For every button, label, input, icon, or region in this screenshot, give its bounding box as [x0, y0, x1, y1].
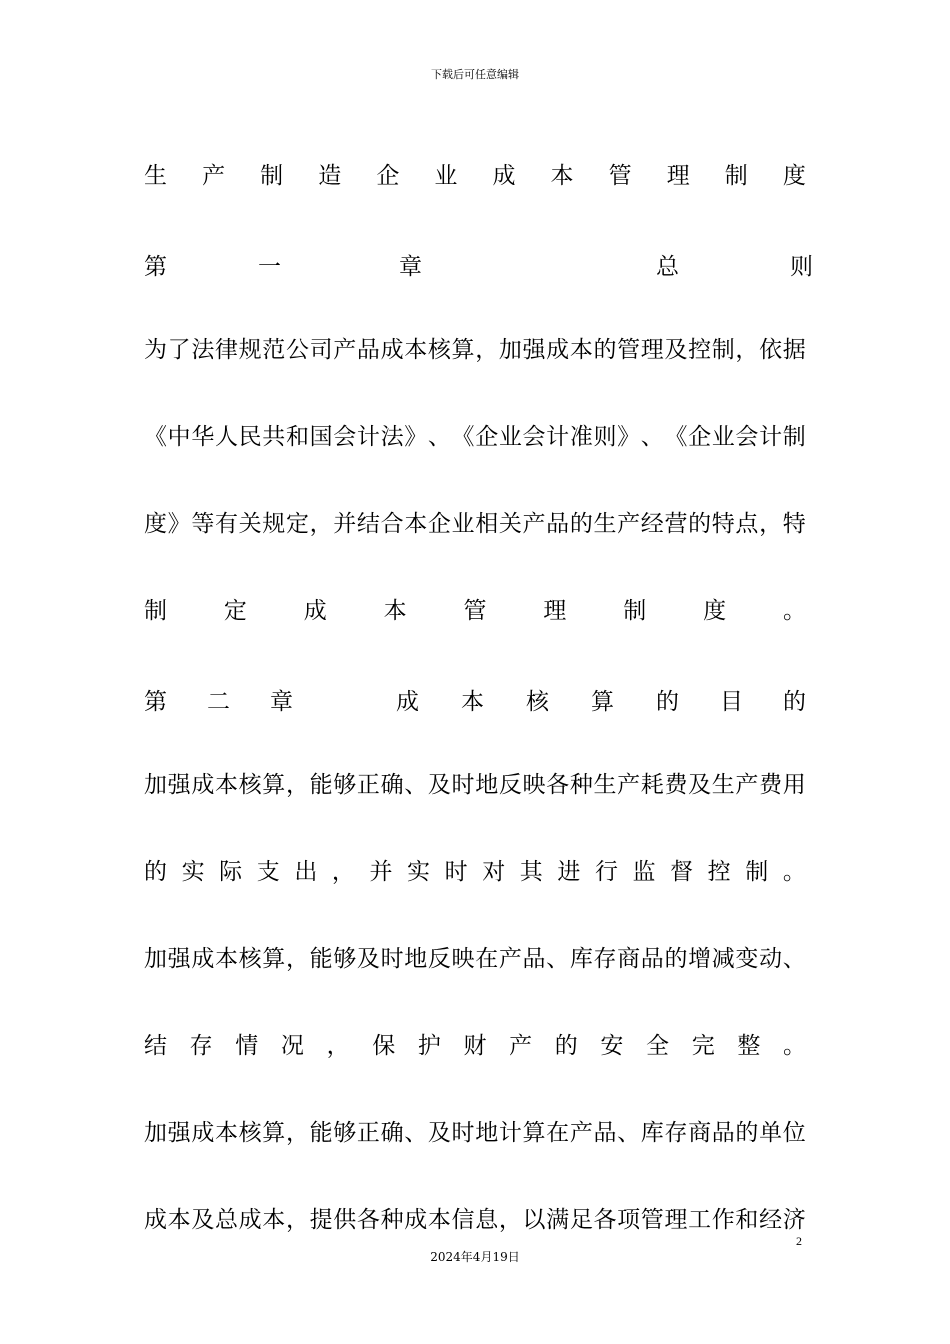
glyph: 在 — [546, 1120, 570, 1146]
glyph: 产 — [735, 772, 759, 798]
glyph: 实 — [407, 859, 431, 885]
glyph: 核 — [238, 946, 262, 972]
glyph: 商 — [617, 946, 641, 972]
glyph: 地 — [404, 946, 428, 972]
glyph: 品 — [593, 1120, 617, 1146]
glyph: ， — [285, 772, 309, 798]
glyph: 费 — [664, 772, 688, 798]
glyph: 际 — [219, 859, 243, 885]
glyph: 的 — [144, 859, 167, 885]
glyph: 章 — [270, 689, 293, 715]
glyph: 《 — [144, 424, 167, 450]
glyph: 成 — [492, 163, 516, 189]
glyph: 《 — [664, 424, 688, 450]
chapter-heading-2 — [144, 652, 806, 739]
paragraph-line — [144, 1087, 806, 1174]
glyph: 映 — [451, 946, 475, 972]
glyph: 进 — [557, 859, 581, 885]
glyph: 制 — [623, 598, 647, 624]
glyph: 依 — [759, 337, 783, 363]
glyph: 各 — [356, 1207, 380, 1233]
document-title — [144, 130, 806, 217]
glyph: 映 — [522, 772, 546, 798]
glyph: 本 — [167, 1207, 191, 1233]
glyph: 成 — [404, 1207, 428, 1233]
glyph: 理 — [664, 1207, 688, 1233]
glyph: 点 — [735, 511, 759, 537]
glyph: 耗 — [640, 772, 664, 798]
glyph: 、 — [404, 1120, 428, 1146]
glyph: 国 — [309, 424, 333, 450]
glyph: 度 — [703, 598, 727, 624]
glyph: 时 — [444, 859, 468, 885]
glyph: 位 — [782, 1120, 806, 1146]
glyph: 》 — [617, 424, 641, 450]
glyph: 算 — [591, 689, 614, 715]
glyph: 的 — [664, 946, 688, 972]
glyph: 存 — [664, 1120, 688, 1146]
glyph: 关 — [238, 511, 262, 537]
glyph: 存 — [189, 1033, 213, 1059]
glyph: 足 — [569, 1207, 593, 1233]
glyph: 经 — [759, 1207, 783, 1233]
glyph: 息 — [475, 1207, 499, 1233]
glyph: 产 — [202, 163, 226, 189]
glyph: 章 — [399, 254, 422, 280]
glyph: 存 — [593, 946, 617, 972]
glyph: 结 — [356, 511, 380, 537]
glyph: 护 — [417, 1033, 441, 1059]
glyph: 安 — [600, 1033, 624, 1059]
glyph: 变 — [735, 946, 759, 972]
glyph: 管 — [640, 1207, 664, 1233]
glyph: 计 — [356, 424, 380, 450]
glyph: 第 — [144, 254, 167, 280]
glyph: 工 — [688, 1207, 712, 1233]
glyph: 本 — [262, 1207, 286, 1233]
glyph: 本 — [461, 689, 484, 715]
glyph: 确 — [380, 772, 404, 798]
glyph: 会 — [522, 424, 546, 450]
glyph: 一 — [258, 254, 281, 280]
glyph: 成 — [238, 1207, 262, 1233]
glyph: 制 — [260, 163, 284, 189]
glyph: 算 — [262, 1120, 286, 1146]
glyph: 满 — [546, 1207, 570, 1233]
glyph: 及 — [427, 1120, 451, 1146]
glyph: 对 — [482, 859, 506, 885]
glyph: 核 — [526, 689, 549, 715]
glyph: 总 — [214, 1207, 238, 1233]
page-number: 2 — [796, 1234, 802, 1248]
glyph: 成 — [546, 337, 570, 363]
glyph: 定 — [223, 598, 247, 624]
glyph: 华 — [191, 424, 215, 450]
glyph: 增 — [688, 946, 712, 972]
glyph: 加 — [144, 946, 167, 972]
glyph: 完 — [691, 1033, 715, 1059]
glyph: 单 — [759, 1120, 783, 1146]
paragraph-line — [144, 391, 806, 478]
glyph: 管 — [463, 598, 487, 624]
glyph: 规 — [238, 337, 262, 363]
glyph: 监 — [632, 859, 656, 885]
glyph: 相 — [475, 511, 499, 537]
glyph: 本 — [214, 1120, 238, 1146]
glyph: 、 — [782, 946, 806, 972]
glyph: 库 — [640, 1120, 664, 1146]
glyph: 整 — [737, 1033, 761, 1059]
glyph: 计 — [546, 424, 570, 450]
glyph: 正 — [356, 772, 380, 798]
glyph: 够 — [333, 1120, 357, 1146]
glyph: 成 — [191, 946, 215, 972]
glyph: 全 — [646, 1033, 670, 1059]
glyph: ， — [285, 946, 309, 972]
glyph: 品 — [522, 946, 546, 972]
glyph: 费 — [759, 772, 783, 798]
glyph: 产 — [509, 1033, 533, 1059]
glyph: 控 — [707, 859, 731, 885]
glyph: 。 — [782, 1033, 806, 1059]
glyph: 中 — [167, 424, 191, 450]
glyph: 本 — [404, 511, 428, 537]
glyph: 加 — [144, 772, 167, 798]
glyph: 理 — [666, 163, 690, 189]
glyph: 有 — [214, 511, 238, 537]
glyph: 为 — [144, 337, 167, 363]
glyph: 本 — [383, 598, 407, 624]
glyph: 够 — [333, 772, 357, 798]
glyph: 第 — [144, 689, 167, 715]
glyph: 的 — [688, 511, 712, 537]
glyph: 并 — [369, 859, 393, 885]
glyph: 业 — [711, 424, 735, 450]
glyph: 能 — [309, 946, 333, 972]
glyph: 二 — [207, 689, 230, 715]
glyph: 则 — [593, 424, 617, 450]
glyph: 规 — [262, 511, 286, 537]
glyph: 能 — [309, 772, 333, 798]
glyph: 督 — [670, 859, 694, 885]
glyph: 核 — [238, 1120, 262, 1146]
glyph: 。 — [782, 859, 806, 885]
glyph: 反 — [498, 772, 522, 798]
page-header: 下载后可任意编辑 — [431, 68, 519, 81]
glyph: 度 — [782, 163, 806, 189]
glyph: 》 — [167, 511, 191, 537]
glyph: 财 — [463, 1033, 487, 1059]
glyph: 各 — [546, 772, 570, 798]
paragraph-line — [144, 739, 806, 826]
glyph: 生 — [593, 772, 617, 798]
glyph: 行 — [594, 859, 618, 885]
glyph: 种 — [569, 772, 593, 798]
glyph: 业 — [498, 424, 522, 450]
glyph: 况 — [280, 1033, 304, 1059]
paragraph-line — [144, 913, 806, 1000]
glyph: 成 — [191, 772, 215, 798]
glyph: 用 — [782, 772, 806, 798]
glyph: ， — [331, 859, 355, 885]
glyph: 本 — [427, 1207, 451, 1233]
glyph: 合 — [380, 511, 404, 537]
glyph: 各 — [593, 1207, 617, 1233]
glyph: 产 — [617, 772, 641, 798]
glyph: 、 — [546, 946, 570, 972]
paragraph-line — [144, 826, 806, 913]
glyph: 及 — [191, 1207, 215, 1233]
glyph: 制 — [745, 859, 769, 885]
glyph: 产 — [617, 511, 641, 537]
glyph: 加 — [144, 1120, 167, 1146]
glyph: 、 — [640, 424, 664, 450]
glyph: 动 — [759, 946, 783, 972]
glyph: 结 — [144, 1033, 167, 1059]
glyph: 算 — [262, 946, 286, 972]
glyph: 及 — [664, 337, 688, 363]
glyph: 会 — [735, 424, 759, 450]
glyph: 品 — [640, 946, 664, 972]
glyph: 、 — [404, 772, 428, 798]
glyph: 确 — [380, 1120, 404, 1146]
glyph: 产 — [498, 946, 522, 972]
paragraph-line — [144, 1000, 806, 1087]
glyph: 关 — [498, 511, 522, 537]
glyph: 定 — [285, 511, 309, 537]
glyph: 计 — [498, 1120, 522, 1146]
glyph: ， — [498, 1207, 522, 1233]
glyph: 、 — [617, 1120, 641, 1146]
glyph: 企 — [376, 163, 400, 189]
footer-date: 2024年4月19日 — [430, 1250, 520, 1264]
glyph: ， — [285, 1207, 309, 1233]
glyph: ， — [326, 1033, 350, 1059]
glyph: 加 — [498, 337, 522, 363]
glyph: 经 — [640, 511, 664, 537]
glyph: 制 — [782, 424, 806, 450]
glyph: 强 — [522, 337, 546, 363]
glyph: 理 — [640, 337, 664, 363]
glyph: 本 — [214, 946, 238, 972]
glyph: 管 — [617, 337, 641, 363]
glyph: 种 — [380, 1207, 404, 1233]
glyph: 商 — [688, 1120, 712, 1146]
glyph: 民 — [238, 424, 262, 450]
glyph: 出 — [294, 859, 318, 885]
document-body — [144, 130, 813, 1261]
glyph: 范 — [262, 337, 286, 363]
glyph: 强 — [167, 946, 191, 972]
glyph: 特 — [782, 511, 806, 537]
glyph: 度 — [144, 511, 167, 537]
glyph: 作 — [711, 1207, 735, 1233]
glyph: 企 — [475, 424, 499, 450]
glyph: 律 — [214, 337, 238, 363]
glyph: 和 — [285, 424, 309, 450]
glyph: 成 — [380, 337, 404, 363]
glyph: 本 — [550, 163, 574, 189]
glyph: 的 — [554, 1033, 578, 1059]
glyph: 共 — [262, 424, 286, 450]
glyph: 产 — [333, 337, 357, 363]
glyph: 强 — [167, 772, 191, 798]
glyph: 算 — [262, 772, 286, 798]
glyph: 支 — [256, 859, 280, 885]
glyph: 总 — [656, 254, 679, 280]
glyph: 产 — [522, 511, 546, 537]
glyph: 成 — [303, 598, 327, 624]
paragraph-line — [144, 478, 806, 565]
glyph: 法 — [191, 337, 215, 363]
glyph: 业 — [434, 163, 458, 189]
glyph: 企 — [427, 511, 451, 537]
glyph: 本 — [214, 772, 238, 798]
glyph: 、 — [427, 424, 451, 450]
glyph: 其 — [519, 859, 543, 885]
glyph: 的 — [656, 689, 679, 715]
glyph: 制 — [144, 598, 167, 624]
glyph: 的 — [783, 689, 806, 715]
glyph: 生 — [144, 163, 167, 189]
glyph: 企 — [688, 424, 712, 450]
glyph: 制 — [711, 337, 735, 363]
glyph: 和 — [735, 1207, 759, 1233]
glyph: 法 — [380, 424, 404, 450]
glyph: 在 — [475, 946, 499, 972]
glyph: 减 — [711, 946, 735, 972]
glyph: 营 — [664, 511, 688, 537]
glyph: 生 — [593, 511, 617, 537]
glyph: 计 — [759, 424, 783, 450]
glyph: 会 — [333, 424, 357, 450]
glyph: 成 — [191, 1120, 215, 1146]
glyph: 了 — [167, 337, 191, 363]
glyph: 品 — [356, 337, 380, 363]
glyph: 时 — [451, 1120, 475, 1146]
glyph: 算 — [522, 1120, 546, 1146]
glyph: 控 — [688, 337, 712, 363]
paragraph-line — [144, 565, 806, 652]
glyph: 济 — [782, 1207, 806, 1233]
glyph: 的 — [735, 1120, 759, 1146]
glyph: 核 — [238, 772, 262, 798]
chapter-heading-1 — [144, 217, 813, 304]
glyph: 人 — [214, 424, 238, 450]
glyph: 强 — [167, 1120, 191, 1146]
glyph: 理 — [543, 598, 567, 624]
glyph: 制 — [724, 163, 748, 189]
glyph: 项 — [617, 1207, 641, 1233]
glyph: 信 — [451, 1207, 475, 1233]
glyph: 时 — [380, 946, 404, 972]
glyph: 保 — [372, 1033, 396, 1059]
glyph: 地 — [475, 1120, 499, 1146]
glyph: 目 — [720, 689, 743, 715]
glyph: 本 — [404, 337, 428, 363]
glyph: ， — [309, 511, 333, 537]
glyph: 司 — [309, 337, 333, 363]
glyph: 实 — [181, 859, 205, 885]
glyph: 公 — [285, 337, 309, 363]
glyph: 等 — [191, 511, 215, 537]
glyph: 品 — [546, 511, 570, 537]
glyph: 造 — [318, 163, 342, 189]
glyph: 产 — [569, 1120, 593, 1146]
glyph: 反 — [427, 946, 451, 972]
glyph: 及 — [356, 946, 380, 972]
glyph: 核 — [427, 337, 451, 363]
glyph: 以 — [522, 1207, 546, 1233]
glyph: 本 — [569, 337, 593, 363]
glyph: 并 — [333, 511, 357, 537]
glyph: 则 — [790, 254, 813, 280]
glyph: 。 — [783, 598, 806, 624]
glyph: 管 — [608, 163, 632, 189]
glyph: 成 — [396, 689, 419, 715]
paragraph-line — [144, 304, 806, 391]
glyph: 》 — [404, 424, 428, 450]
glyph: ， — [475, 337, 499, 363]
glyph: 能 — [309, 1120, 333, 1146]
glyph: 供 — [333, 1207, 357, 1233]
glyph: 《 — [451, 424, 475, 450]
glyph: 品 — [711, 1120, 735, 1146]
glyph: 的 — [593, 337, 617, 363]
glyph: 正 — [356, 1120, 380, 1146]
glyph: 生 — [711, 772, 735, 798]
glyph: ， — [285, 1120, 309, 1146]
glyph: 够 — [333, 946, 357, 972]
glyph: 的 — [569, 511, 593, 537]
glyph: ， — [735, 337, 759, 363]
glyph: 成 — [144, 1207, 167, 1233]
glyph: 及 — [688, 772, 712, 798]
glyph: 情 — [235, 1033, 259, 1059]
glyph: 时 — [451, 772, 475, 798]
glyph: 提 — [309, 1207, 333, 1233]
glyph: ， — [759, 511, 783, 537]
glyph: 库 — [569, 946, 593, 972]
glyph: 地 — [475, 772, 499, 798]
glyph: 业 — [451, 511, 475, 537]
glyph: 准 — [569, 424, 593, 450]
glyph: 算 — [451, 337, 475, 363]
glyph: 据 — [782, 337, 806, 363]
glyph: 及 — [427, 772, 451, 798]
glyph: 特 — [711, 511, 735, 537]
